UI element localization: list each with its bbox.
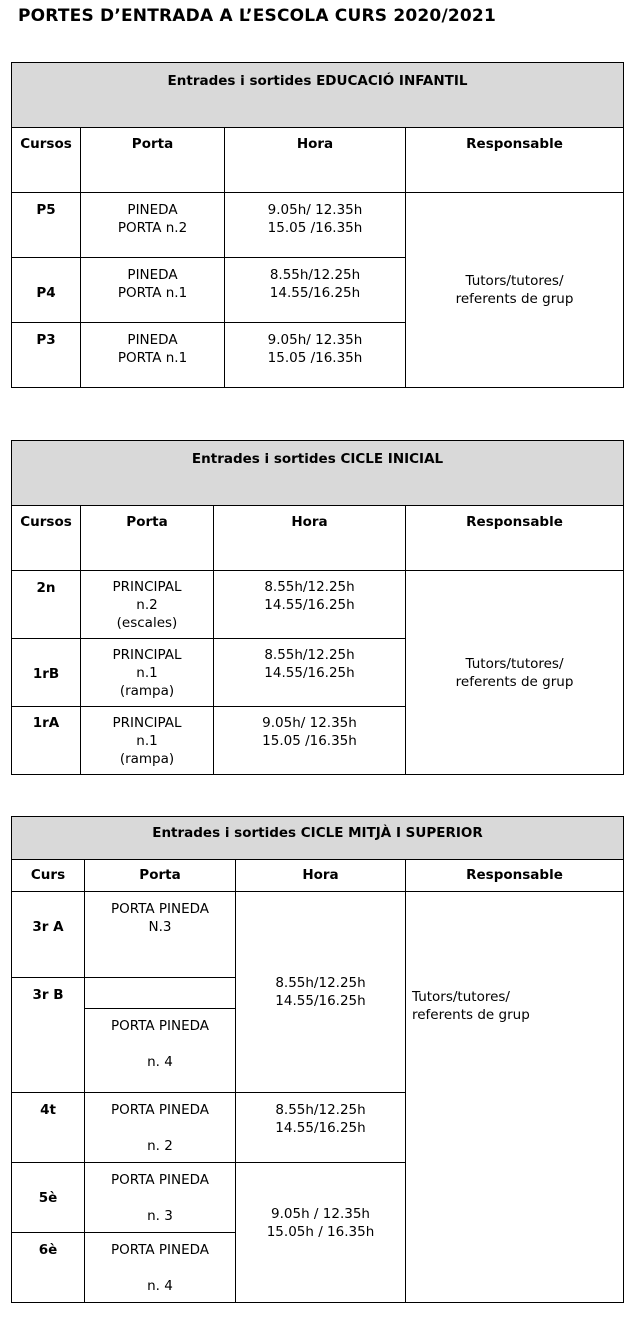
inicial-table bbox=[11, 440, 624, 775]
table-row bbox=[12, 892, 624, 978]
hora-cell: 8.55h/12.25h 14.55/16.25h bbox=[214, 571, 406, 639]
mitja-superior-table bbox=[11, 816, 624, 1303]
porta-cell: PORTA PINEDA N.3 bbox=[85, 892, 236, 978]
curs-cell: 5è bbox=[12, 1163, 85, 1233]
curs-cell: 3r B bbox=[12, 978, 85, 1093]
porta-number: n. 3 bbox=[147, 1208, 173, 1224]
porta-line: PORTA PINEDA bbox=[110, 1102, 210, 1118]
col-hora: Hora bbox=[236, 860, 406, 892]
hora-cell: 9.05h/ 12.35h 15.05 /16.35h bbox=[225, 323, 406, 388]
curs-cell: 1rB bbox=[12, 639, 81, 707]
responsable-cell: Tutors/tutores/ referents de grup bbox=[406, 571, 624, 775]
hora-cell: 8.55h/12.25h 14.55/16.25h bbox=[225, 258, 406, 323]
porta-cell bbox=[85, 1233, 236, 1303]
porta-number: n. 4 bbox=[147, 1278, 173, 1294]
porta-cell: PRINCIPAL n.2 (escales) bbox=[81, 571, 214, 639]
curs-cell: P4 bbox=[12, 258, 81, 323]
col-curs: Curs bbox=[12, 860, 85, 892]
hora-cell: 8.55h/12.25h 14.55/16.25h bbox=[236, 892, 406, 1093]
col-porta: Porta bbox=[85, 860, 236, 892]
curs-cell: 4t bbox=[12, 1093, 85, 1163]
curs-cell: 6è bbox=[12, 1233, 85, 1303]
porta-cell: PRINCIPAL n.1 (rampa) bbox=[81, 639, 214, 707]
porta-cell bbox=[85, 1009, 236, 1093]
hora-cell: 8.55h/12.25h 14.55/16.25h bbox=[236, 1093, 406, 1163]
porta-number: n. 4 bbox=[147, 1054, 173, 1070]
col-porta: Porta bbox=[81, 128, 225, 193]
curs-cell: 3r A bbox=[12, 892, 85, 978]
empty-porta-cell bbox=[85, 978, 236, 1009]
col-responsable: Responsable bbox=[406, 506, 624, 571]
porta-line: PORTA PINEDA bbox=[110, 1242, 210, 1258]
curs-cell: P3 bbox=[12, 323, 81, 388]
table-row bbox=[12, 193, 624, 258]
porta-cell: PINEDA PORTA n.1 bbox=[81, 258, 225, 323]
infantil-heading-text: Entrades i sortides EDUCACIÓ INFANTIL bbox=[167, 73, 468, 89]
porta-cell: PRINCIPAL n.1 (rampa) bbox=[81, 707, 214, 775]
hora-cell: 9.05h/ 12.35h 15.05 /16.35h bbox=[225, 193, 406, 258]
col-cursos: Cursos bbox=[12, 506, 81, 571]
curs-cell: 2n bbox=[12, 571, 81, 639]
inicial-heading-text: Entrades i sortides CICLE INICIAL bbox=[191, 451, 444, 467]
hora-cell: 8.55h/12.25h 14.55/16.25h bbox=[214, 639, 406, 707]
porta-cell bbox=[85, 1163, 236, 1233]
inicial-heading bbox=[12, 441, 624, 506]
infantil-heading bbox=[12, 63, 624, 128]
col-hora: Hora bbox=[225, 128, 406, 193]
page-title: PORTES D’ENTRADA A L’ESCOLA CURS 2020/2021 bbox=[18, 6, 496, 26]
porta-number: n. 2 bbox=[147, 1138, 173, 1154]
col-porta: Porta bbox=[81, 506, 214, 571]
porta-line: PORTA PINEDA bbox=[110, 1018, 210, 1034]
hora-cell: 9.05h / 12.35h 15.05h / 16.35h bbox=[236, 1163, 406, 1303]
col-responsable: Responsable bbox=[406, 860, 624, 892]
responsable-cell: Tutors/tutores/ referents de grup bbox=[406, 193, 624, 388]
table-row bbox=[12, 571, 624, 639]
porta-cell: PINEDA PORTA n.1 bbox=[81, 323, 225, 388]
porta-cell bbox=[85, 1093, 236, 1163]
curs-cell: 1rA bbox=[12, 707, 81, 775]
mitja-heading-text: Entrades i sortides CICLE MITJÀ I SUPERIOR bbox=[152, 825, 483, 841]
curs-cell: P5 bbox=[12, 193, 81, 258]
porta-line: PORTA PINEDA bbox=[110, 1172, 210, 1188]
responsable-cell: Tutors/tutores/ referents de grup bbox=[406, 892, 624, 1303]
hora-cell: 9.05h/ 12.35h 15.05 /16.35h bbox=[214, 707, 406, 775]
mitja-heading bbox=[12, 817, 624, 860]
col-responsable: Responsable bbox=[406, 128, 624, 193]
porta-cell: PINEDA PORTA n.2 bbox=[81, 193, 225, 258]
col-hora: Hora bbox=[214, 506, 406, 571]
col-cursos: Cursos bbox=[12, 128, 81, 193]
infantil-table bbox=[11, 62, 624, 388]
